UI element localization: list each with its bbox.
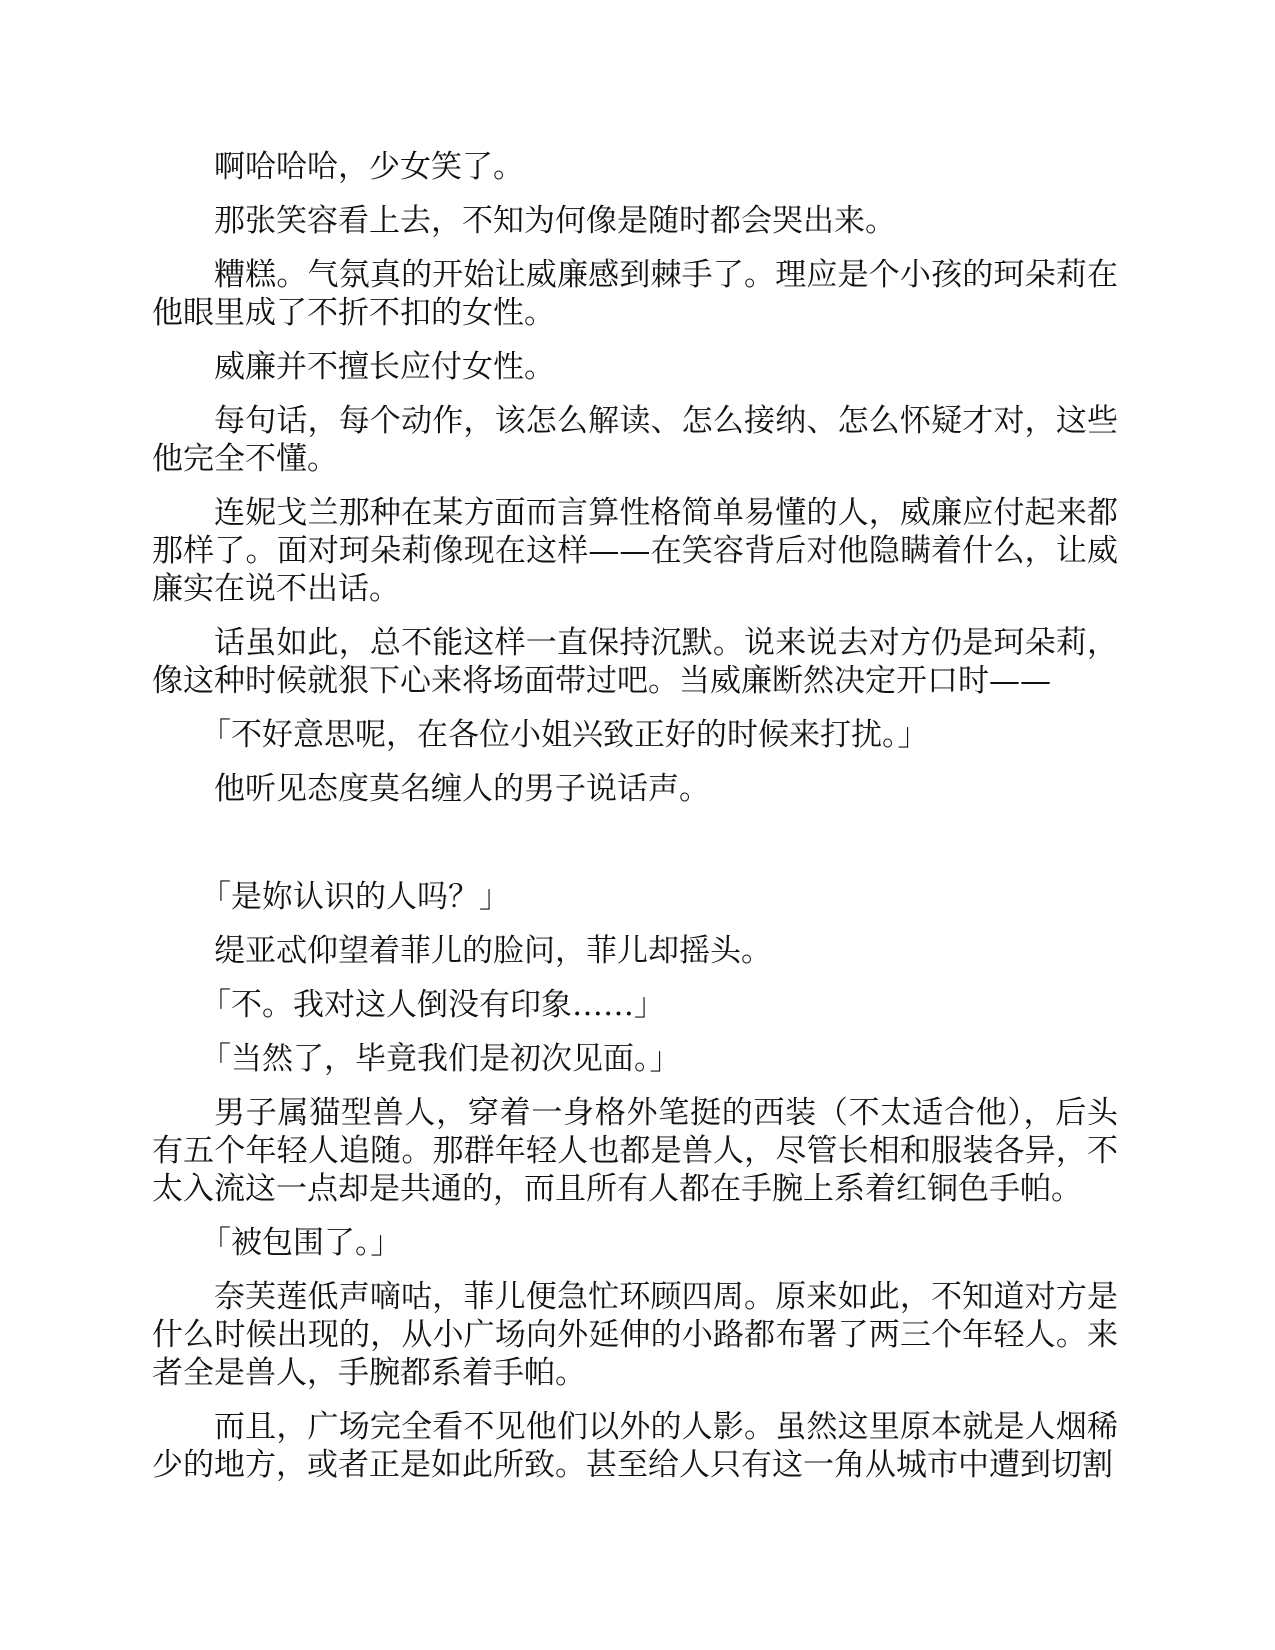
paragraph-narration: 男子属猫型兽人，穿着一身格外笔挺的西装（不太适合他），后头有五个年轻人追随。那群年轻人也都是兽人，尽管长相和服装各异，不太入流这一点却是共通的，而且所有人都在手腕上系着红铜色手帕。 xyxy=(152,1095,1118,1207)
paragraph-narration: 缇亚忒仰望着菲儿的脸问，菲儿却摇头。 xyxy=(214,933,772,969)
paragraph-narration: 那张笑容看上去，不知为何像是随时都会哭出来。 xyxy=(214,203,896,239)
paragraph-narration: 奈芙莲低声嘀咕，菲儿便急忙环顾四周。原来如此，不知道对方是什么时候出现的，从小广场向外延伸的小路都布署了两三个年轻人。来者全是兽人，手腕都系着手帕。 xyxy=(152,1279,1118,1391)
document-page xyxy=(152,148,1118,1500)
paragraph-narration: 而且，广场完全看不见他们以外的人影。虽然这里原本就是人烟稀少的地方，或者正是如此所致。甚至给人只有这一角从城市中遭到切割 xyxy=(152,1409,1118,1483)
paragraph-dialogue: 「当然了，毕竟我们是初次见面。」 xyxy=(200,1041,681,1077)
paragraph-narration: 话虽如此，总不能这样一直保持沉默。说来说去对方仍是珂朵莉，像这种时候就狠下心来将场面带过吧。当威廉断然决定开口时—— xyxy=(152,625,1118,699)
paragraph-narration: 啊哈哈哈，少女笑了。 xyxy=(214,149,524,185)
paragraph-dialogue: 「不。我对这人倒没有印象……」 xyxy=(200,987,665,1023)
scene-break xyxy=(152,824,1118,878)
paragraph-dialogue: 「不好意思呢，在各位小姐兴致正好的时候来打扰。」 xyxy=(200,717,929,753)
paragraph-dialogue: 「是妳认识的人吗？」 xyxy=(200,879,510,915)
paragraph-narration: 糟糕。气氛真的开始让威廉感到棘手了。理应是个小孩的珂朵莉在他眼里成了不折不扣的女性。 xyxy=(152,257,1118,331)
paragraph-narration: 威廉并不擅长应付女性。 xyxy=(214,349,555,385)
paragraph-narration: 连妮戈兰那种在某方面而言算性格简单易懂的人，威廉应付起来都那样了。面对珂朵莉像现在这样——在笑容背后对他隐瞒着什么，让威廉实在说不出话。 xyxy=(152,495,1118,607)
paragraph-narration: 每句话，每个动作，该怎么解读、怎么接纳、怎么怀疑才对，这些他完全不懂。 xyxy=(152,403,1118,477)
paragraph-dialogue: 「被包围了。」 xyxy=(200,1225,402,1261)
paragraph-narration: 他听见态度莫名缠人的男子说话声。 xyxy=(214,771,710,807)
